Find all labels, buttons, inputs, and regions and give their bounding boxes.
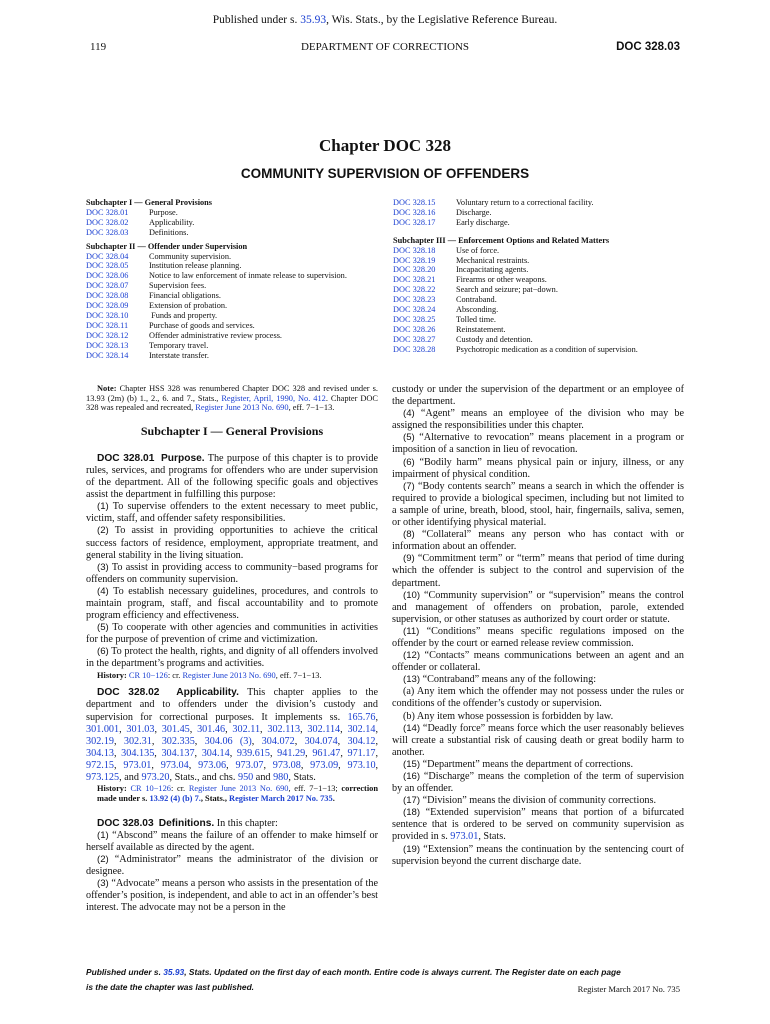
toc-link[interactable]: DOC 328.24 [393, 305, 436, 315]
statute-separator: , [114, 735, 124, 747]
statute-link[interactable]: 973.07 [235, 759, 264, 771]
toc-row [393, 256, 683, 266]
statute-separator: , [269, 747, 278, 759]
statute-separator: , [226, 759, 236, 771]
toc-title: Reinstatement. [456, 324, 506, 334]
statute-separator: , [194, 747, 202, 759]
subsection-number: (3) [97, 561, 109, 573]
toc-title: Interstate transfer. [149, 350, 209, 360]
toc-row [86, 218, 386, 228]
definition [392, 844, 684, 868]
statute-separator: , [151, 759, 161, 771]
toc-row [393, 285, 683, 295]
toc-row [393, 345, 683, 355]
statute-and: and [253, 772, 274, 784]
statute-link[interactable]: 972.15 [86, 759, 115, 771]
definition-number: (17) [403, 795, 421, 807]
statute-link[interactable]: 13.92 (4) (b) 7. [149, 793, 201, 803]
subsection-text: To supervise offenders to the extent necessary to meet public, victim, staff, and offender safety responsibilities. [86, 501, 378, 525]
toc-link[interactable]: DOC 328.02 [86, 217, 129, 227]
definition-number: (3) [97, 878, 109, 890]
statute-link[interactable]: 302.114 [307, 723, 341, 735]
toc-title: Custody and detention. [456, 334, 533, 344]
definition-text: “Alternative to revocation” means placement in a program or imposition of a sanction in lieu of revocation. [392, 432, 684, 456]
toc-link[interactable]: DOC 328.07 [86, 281, 129, 291]
toc-row [86, 321, 386, 331]
definition-text: “Discharge” means the completion of the term of supervision by an offender. [392, 771, 684, 795]
definition-number: (1) [97, 829, 109, 841]
definition-text: “Commitment term” or “term” means that period of time during which the offender is subject to the control and supervision of the department. [392, 553, 684, 589]
toc-link[interactable]: DOC 328.01 [86, 207, 129, 217]
toc-title: Incapacitating agents. [456, 265, 529, 275]
statute-link[interactable]: 302.335 [161, 735, 195, 747]
history-label: History: [97, 670, 127, 680]
statute-link[interactable]: 973.04 [160, 759, 189, 771]
statute-link[interactable]: 301.46 [197, 723, 226, 735]
toc-title: Funds and property. [149, 310, 218, 320]
cr-link[interactable]: CR 10−126 [130, 784, 171, 794]
subsection [86, 525, 378, 561]
toc-link[interactable]: DOC 328.14 [86, 350, 129, 360]
toc-row [393, 265, 683, 275]
toc-row [393, 325, 683, 335]
toc-title: Absconding. [456, 305, 499, 315]
toc-link[interactable]: DOC 328.06 [86, 271, 129, 281]
section-title: Applicability. [176, 687, 239, 699]
statute-link[interactable]: 961.47 [312, 747, 341, 759]
toc-link[interactable]: DOC 328.04 [86, 251, 129, 261]
toc-row [393, 246, 683, 256]
definition-text: “Advocate” means a person who assists in the presentation of the offender’s position, is independent, and able to act in an offender’s best interest. The advocate may not be a person in the [86, 878, 378, 914]
statute-link[interactable]: 302.31 [123, 735, 152, 747]
definition-text: “Administrator” means the administrator of the division or designee. [86, 853, 378, 878]
footer-register-date: Register March 2017 No. 735 [577, 984, 680, 994]
toc-row [86, 252, 386, 262]
toc-link[interactable]: DOC 328.15 [393, 198, 436, 207]
toc-title: Voluntary return to a correctional facility. [456, 198, 594, 207]
definition-number: (4) [403, 408, 415, 420]
statute-link[interactable]: 971.17 [347, 747, 376, 759]
statute-link[interactable]: 301.45 [161, 723, 190, 735]
statute-separator: , [114, 759, 124, 771]
definition-number: (11) [403, 625, 420, 637]
subsection-number: (2) [97, 525, 109, 537]
subsection [86, 622, 378, 646]
history-text: , Stats., [200, 793, 230, 803]
subsection-text: To assist in providing opportunities to achieve the critical success factors of residence, employment, appropriate treatment, and general stability in the living situation. [86, 525, 378, 561]
toc-row [86, 351, 386, 361]
definition [392, 408, 684, 432]
statute-separator: , [260, 723, 268, 735]
definition [392, 759, 684, 771]
toc-link[interactable]: DOC 328.08 [86, 291, 129, 301]
publication-notice [0, 14, 770, 26]
statute-separator: , and [119, 772, 142, 784]
toc-title: Purchase of goods and services. [149, 320, 255, 330]
toc-title: Extension of probation. [149, 301, 228, 311]
statute-link[interactable]: 304.072 [261, 735, 295, 747]
toc-title: Early discharge. [456, 217, 510, 227]
statute-separator: , [375, 723, 379, 735]
history-text: : cr. [171, 784, 189, 794]
definition-text: “Abscond” means the failure of an offender to make himself or herself available as directed by the agent. [86, 829, 378, 853]
definition [392, 650, 684, 674]
toc-row [86, 261, 386, 271]
definition-number: (12) [403, 650, 421, 662]
footer-text: is the date the chapter was last published. [86, 981, 255, 992]
definition-text: “Body contents search” means a search in which the offender is required to provide a biological specimen, including but not limited to a sample of urine, breath, blood, stool, hair, fingernails, saliva, semen, or other identifying physical material. [392, 480, 684, 529]
statute-separator: , [114, 747, 122, 759]
history-text: : cr. [167, 670, 183, 680]
definition-text: “Extension” means the continuation by the sentencing court of supervision beyond the current discharge date. [392, 843, 684, 867]
toc-row [86, 311, 386, 321]
statute-separator: , [154, 723, 162, 735]
publication-notice-suffix: , Wis. Stats., by the Legislative Reference Bureau. [326, 14, 558, 26]
statute-separator: , [375, 747, 379, 759]
section-number: DOC 328.01 [97, 452, 155, 464]
subsection-number: (4) [97, 585, 109, 597]
chapter-subtitle: COMMUNITY SUPERVISION OF OFFENDERS [240, 166, 530, 181]
statute-end: , Stats. [288, 772, 316, 784]
toc-title: Search and seizure; pat−down. [456, 285, 558, 295]
statute-link[interactable]: 973.01 [123, 759, 152, 771]
definition-number: (14) [403, 722, 421, 734]
statute-link[interactable]: 973.09 [310, 759, 339, 771]
toc-subchapter-2-heading: Subchapter II — Offender under Supervision [86, 241, 248, 251]
definition-text: “Contacts” means communications between an agent and an offender or collateral. [392, 650, 684, 674]
statute-link[interactable]: 165.76 [347, 711, 376, 723]
definition-continued: custody or under the supervision of the department or an employee of the department. [392, 384, 684, 408]
definition [392, 432, 684, 456]
statute-separator: , [338, 759, 348, 771]
toc-title: Temporary travel. [149, 340, 209, 350]
subchapter-heading: Subchapter I — General Provisions [140, 423, 324, 438]
toc-link[interactable]: DOC 328.21 [393, 275, 436, 285]
toc-link[interactable]: DOC 328.10 [86, 310, 129, 320]
subsection-text: To cooperate with other agencies and communities in activities for the purpose of prevention of crime and victimization. [86, 622, 378, 646]
toc-link[interactable]: DOC 328.28 [393, 344, 436, 354]
statute-link[interactable]: 304.074 [304, 735, 338, 747]
toc-row [86, 301, 386, 311]
toc-left-column [86, 198, 386, 361]
statute-link[interactable]: 302.19 [86, 735, 115, 747]
toc-title: Institution release planning. [149, 261, 242, 271]
definition [392, 529, 684, 553]
history-text: , eff. 7−1−13. [275, 670, 322, 680]
history-correction: correction made under s. [97, 784, 379, 803]
toc-row [86, 291, 386, 301]
register-link[interactable]: Register, April, 1990, No. 412 [221, 393, 326, 403]
toc-title: Supervision fees. [149, 281, 207, 291]
toc-title: Applicability. [149, 217, 195, 227]
definition-sub-b: (b) Any item whose possession is forbidden by law. [403, 710, 614, 722]
definition-text: , Stats. [478, 831, 506, 843]
definition-number: (9) [403, 553, 415, 565]
definition [86, 830, 378, 854]
statute-separator: , [154, 747, 162, 759]
register-link[interactable]: Register June 2013 No. 690 [195, 403, 289, 413]
toc-title: Psychotropic medication as a condition of supervision. [456, 344, 638, 354]
definition-number: (16) [403, 771, 421, 782]
definition-number: (19) [403, 843, 421, 855]
statute-separator: , [337, 735, 348, 747]
history-text: . [332, 793, 335, 803]
statute-link[interactable]: 301.03 [126, 723, 155, 735]
definition [392, 626, 684, 650]
statute-separator: , [151, 735, 162, 747]
subsection-text: To establish necessary guidelines, procedures, and controls to maintain program, staff, and fiscal accountability and to promote program efficiency and effectiveness. [86, 585, 378, 622]
definition-number: (13) [403, 674, 421, 686]
subsection [86, 586, 378, 622]
register-link[interactable]: Register June 2013 No. 690 [188, 784, 289, 794]
section-title: Purpose. [161, 452, 205, 464]
section-number: DOC 328.02 [97, 687, 160, 699]
toc-row [393, 335, 683, 345]
statute-mid: , Stats., and chs. [169, 772, 238, 784]
definition-text: “Community supervision” or “supervision” means the control and management of offenders on probation, parole, extended supervision, or other statuses as authorized by court order or statute. [392, 589, 684, 625]
definition [392, 674, 684, 686]
body-column-right [392, 384, 684, 868]
toc-row [393, 275, 683, 285]
section-number: DOC 328.03 [97, 817, 154, 829]
statute-link[interactable]: 304.06 (3) [204, 735, 252, 747]
statute-35-93-link[interactable]: 35.93 [300, 14, 327, 26]
subsection-number: (6) [97, 646, 109, 658]
toc-link[interactable]: DOC 328.05 [86, 261, 129, 271]
toc-row [393, 305, 683, 315]
statute-link[interactable]: 941.29 [277, 747, 306, 759]
section-number: DOC 328.03 [616, 41, 680, 53]
definition [392, 771, 684, 795]
definition-number: (7) [403, 480, 415, 492]
toc-title: Tolled time. [456, 314, 496, 324]
chapter-950-link[interactable]: 950 [237, 772, 254, 784]
toc-title: Mechanical restraints. [456, 255, 530, 265]
statute-link[interactable]: 973.06 [198, 759, 227, 771]
toc-link[interactable]: DOC 328.23 [393, 295, 436, 305]
subsection-number: (1) [97, 501, 109, 513]
toc-link[interactable]: DOC 328.26 [393, 324, 436, 334]
toc-title: Notice to law enforcement of inmate release to supervision. [149, 271, 347, 281]
statute-link[interactable]: 302.11 [232, 723, 261, 735]
statute-separator: , [225, 723, 233, 735]
subsection-text: To protect the health, rights, and dignity of all offenders involved in the department’s programs and activities. [86, 646, 378, 670]
toc-title: Purpose. [149, 207, 178, 217]
footer-text: Published under s. [86, 967, 164, 977]
history-note [86, 784, 378, 804]
definition [392, 807, 684, 843]
toc-link[interactable]: DOC 328.16 [393, 207, 436, 217]
toc-row [393, 218, 683, 228]
definition-number: (15) [403, 758, 421, 770]
statute-link[interactable]: 973.125 [86, 772, 120, 784]
statute-separator: , [119, 723, 127, 735]
history-label: History: [97, 784, 127, 794]
toc-link[interactable]: DOC 328.20 [393, 265, 436, 275]
statute-separator: , [375, 711, 378, 723]
department-name: DEPARTMENT OF CORRECTIONS [300, 41, 470, 53]
definition-sub-a: (a) Any item which the offender may not possess under the rules or conditions of the offender’s custody or supervision. [392, 686, 684, 710]
toc-title: Offender administrative review process. [149, 330, 283, 340]
statute-35-93-link[interactable]: 35.93 [163, 967, 185, 977]
toc-title: Definitions. [149, 227, 189, 237]
subsection [86, 562, 378, 586]
toc-row [393, 208, 683, 218]
toc-link[interactable]: DOC 328.17 [393, 217, 436, 227]
subsection [86, 501, 378, 525]
statute-link[interactable]: 301.001 [86, 723, 120, 735]
statute-separator: , [189, 723, 198, 735]
definition [86, 878, 378, 914]
toc-title: Financial obligations. [149, 291, 221, 301]
statute-separator: , [263, 759, 273, 771]
statute-separator: , [375, 735, 379, 747]
toc-title: Firearms or other weapons. [456, 275, 547, 285]
definition-number: (5) [403, 432, 415, 444]
section-intro: The purpose of this chapter is to provide rules, services, and programs for offenders who are under supervision of the department. All of the following specific goals and objectives assist the department in fulfilling this purpose: [86, 452, 378, 501]
toc-link[interactable]: DOC 328.09 [86, 301, 129, 311]
toc-row [393, 295, 683, 305]
definition [392, 553, 684, 589]
history-note [86, 671, 378, 681]
definition-number: (18) [403, 807, 421, 819]
statute-separator: , [188, 759, 199, 771]
toc-link[interactable]: DOC 328.12 [86, 330, 129, 340]
subsection-text: To assist in providing access to community−based programs for offenders on community supervision. [86, 561, 378, 585]
toc-row [86, 281, 386, 291]
toc-link[interactable]: DOC 328.18 [393, 245, 436, 255]
toc-title: Use of force. [456, 245, 500, 255]
history-text: , eff. 7−1−13; [288, 784, 342, 794]
statute-separator: , [340, 747, 348, 759]
toc-link[interactable]: DOC 328.11 [86, 320, 129, 330]
note-text: Chapter HSS 328 was renumbered Chapter DOC 328 and revised under s. 13.93 (2m) (b) 1., 2., 6. and 7., Stats., [86, 384, 378, 403]
toc-title: Discharge. [456, 207, 492, 217]
register-link[interactable]: Register March 2017 No. 735 [229, 793, 333, 803]
statute-separator: , [229, 747, 237, 759]
statute-separator: , [251, 735, 262, 747]
definition-text: “Contraband” means any of the following: [420, 674, 597, 686]
statute-link[interactable]: 302.113 [267, 723, 301, 735]
toc-row [86, 271, 386, 281]
definition-number: (8) [403, 529, 415, 541]
statute-link[interactable]: 973.08 [272, 759, 301, 771]
toc-link[interactable]: DOC 328.22 [393, 285, 436, 295]
toc-title: Contraband. [456, 295, 497, 305]
toc-row [86, 228, 386, 238]
section-328-02 [86, 687, 378, 784]
definition [392, 723, 684, 759]
statute-link[interactable]: 973.20 [141, 772, 170, 784]
definition-text: “Extended supervision” means that portion of a bifurcated sentence that is ordered to be served on community supervision as provided in s. [392, 807, 684, 843]
note-text: , eff. 7−1−13. [288, 403, 335, 413]
toc-row [86, 331, 386, 341]
definition-number: (10) [403, 589, 421, 601]
definition-text: “Agent” means an employee of the division who may be assigned the responsibilities under this chapter. [392, 408, 684, 432]
definition [392, 590, 684, 626]
section-intro: In this chapter: [214, 817, 278, 829]
body-column-left [86, 384, 378, 914]
subsection [86, 646, 378, 670]
toc-right-column [393, 198, 683, 355]
definition-text: “Conditions” means specific regulations imposed on the offender by the court or earned release review commission. [392, 625, 684, 649]
toc-row [393, 198, 683, 208]
statute-separator: , [375, 759, 379, 771]
section-intro: This chapter applies to the department and to offenders under the division’s custody and supervision for correctional purposes. It implements ss. [86, 687, 378, 723]
definition-text: “Bodily harm” means physical pain or injury, illness, or any impairment of physical condition. [392, 456, 684, 480]
toc-subchapter-3-heading: Subchapter III — Enforcement Options and Related Matters [393, 235, 610, 245]
statute-link[interactable]: 304.14 [201, 747, 230, 759]
statute-separator: , [300, 759, 311, 771]
page-number: 119 [90, 41, 107, 53]
statute-link[interactable]: 302.14 [347, 723, 376, 735]
definition [392, 457, 684, 481]
toc-row [393, 315, 683, 325]
statute-link[interactable]: 304.137 [161, 747, 195, 759]
statute-link[interactable]: 304.12 [347, 735, 376, 747]
cr-link[interactable]: CR 10−126 [128, 670, 168, 680]
statute-separator: , [305, 747, 313, 759]
toc-row [86, 208, 386, 218]
section-title: Definitions. [158, 817, 215, 829]
statute-link[interactable]: 304.135 [121, 747, 155, 759]
definition-text: “Collateral” means any person who has contact with or information about an offender. [392, 529, 684, 553]
definition-text: “Division” means the division of community corrections. [420, 795, 657, 807]
toc-row [86, 341, 386, 351]
note-text: . Chapter DOC 328 was repealed and recreated, [86, 393, 378, 413]
definition [392, 795, 684, 807]
chapter-note [86, 384, 378, 413]
toc-link[interactable]: DOC 328.25 [393, 314, 436, 324]
toc-link[interactable]: DOC 328.03 [86, 227, 129, 237]
toc-link[interactable]: DOC 328.19 [393, 255, 436, 265]
toc-subchapter-1-heading: Subchapter I — General Provisions [86, 198, 213, 207]
statute-973-01-link[interactable]: 973.01 [450, 831, 479, 843]
chapter-980-link[interactable]: 980 [273, 772, 289, 784]
chapter-title: Chapter DOC 328 [319, 136, 451, 155]
register-link[interactable]: Register June 2013 No. 690 [182, 670, 276, 680]
publication-notice-prefix: Published under s. [212, 14, 301, 26]
definition-text: “Department” means the department of corrections. [420, 758, 634, 770]
definition-number: (6) [403, 456, 415, 468]
toc-title: Community supervision. [149, 251, 232, 261]
definition [392, 481, 684, 529]
footer-text: , Stats. Updated on the first day of each month. Entire code is always current. The Register date on each page [184, 967, 621, 977]
section-328-01 [86, 453, 378, 501]
subsection-number: (5) [97, 622, 109, 634]
statute-separator: , [340, 723, 348, 735]
toc-link[interactable]: DOC 328.13 [86, 340, 129, 350]
statute-separator: , [294, 735, 305, 747]
statute-link[interactable]: 973.10 [347, 759, 376, 771]
note-label: Note: [97, 384, 117, 393]
definition [86, 854, 378, 878]
statute-link[interactable]: 939.615 [236, 747, 270, 759]
toc-link[interactable]: DOC 328.27 [393, 334, 436, 344]
definition-number: (2) [97, 853, 109, 865]
section-328-03 [86, 818, 378, 830]
statute-separator: , [300, 723, 308, 735]
statute-separator: , [194, 735, 205, 747]
statute-link[interactable]: 304.13 [86, 747, 115, 759]
definition-text: “Deadly force” means force which the user reasonably believes will create a substantial risk of causing death or great bodily harm to another. [392, 722, 684, 758]
